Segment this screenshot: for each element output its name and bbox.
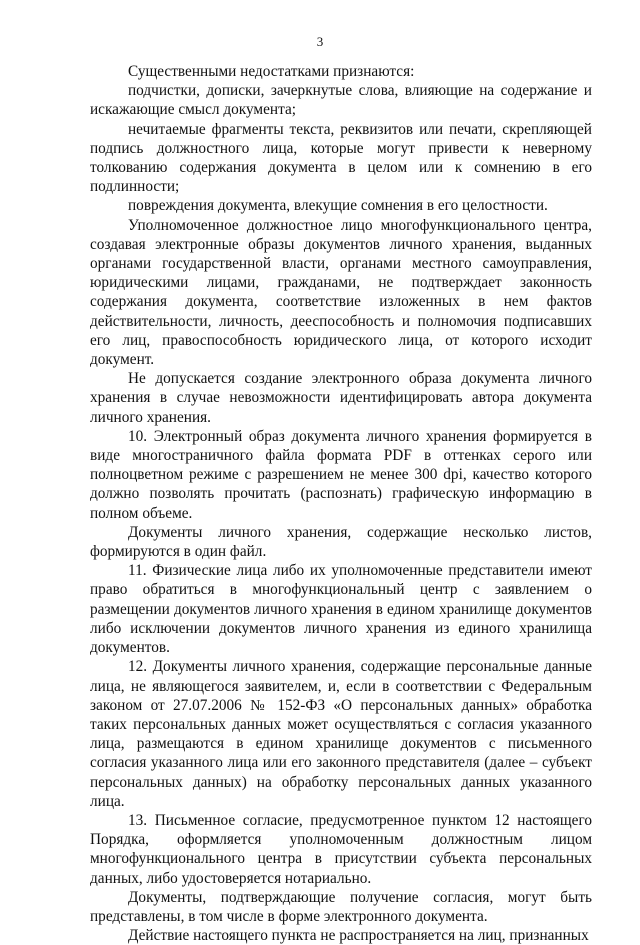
paragraph-consent-documents: Документы, подтверждающие получение согласия, могут быть представлены, в том числе в форме электронного документа.	[90, 888, 592, 925]
paragraph-item-12: 12. Документы личного хранения, содержащие персональные данные лица, не являющегося заявителем, и, если в соответствии с Федеральным законом от 27.07.2006 № 152-ФЗ «О персональных данных» обработка таких персональных данных может осуществляться с согласия указанного лица, размещаются в едином хранилище документов с письменного согласия указанного лица или его законного представителя (далее – субъект персональных данных) на обработку персональных данных указанного лица.	[90, 658, 592, 810]
paragraph-damage: повреждения документа, влекущие сомнения в его целостности.	[128, 197, 548, 215]
page-number: 3	[316, 34, 324, 49]
paragraph-erasures: подчистки, дописки, зачеркнутые слова, влияющие на содержание и искажающие смысл документа;	[90, 82, 592, 119]
paragraph-scope-exception: Действие настоящего пункта не распространяется на лиц, признанных	[128, 927, 589, 945]
paragraph-authorized-official: Уполномоченное должностное лицо многофункционального центра, создавая электронные образы документов личного хранения, выданных органами государственной власти, органами местного самоуправления, юридическими лицами, гражданами, не подтверждает законность содержания документа, соответствие изложенных в нем фактов действительности, личность, дееспособность и полномочия подписавших его лиц, правоспособность юридического лица, от которого исходит документ.	[90, 216, 592, 369]
document-body	[90, 62, 592, 945]
paragraph-deficiencies-intro: Существенными недостатками признаются:	[128, 63, 415, 80]
paragraph-multi-sheet: Документы личного хранения, содержащие несколько листов, формируются в один файл.	[90, 523, 592, 561]
paragraph-item-10: 10. Электронный образ документа личного хранения формируется в виде многостраничного файла формата PDF в оттенках серого или полноцветном режиме с разрешением не менее 300 dpi, качество которого должно позволять прочитать (распознать) графическую информацию в полном объеме.	[90, 427, 592, 522]
paragraph-no-author-identification: Не допускается создание электронного образа документа личного хранения в случае невозможности идентифицировать автора документа личного хранения.	[90, 370, 592, 426]
paragraph-item-11: 11. Физические лица либо их уполномоченные представители имеют право обратиться в многофункциональный центр с заявлением о размещении документов личного хранения в едином хранилище документов либо исключении документов личного хранения из единого хранилища документов.	[90, 562, 592, 657]
paragraph-illegible-fragments: нечитаемые фрагменты текста, реквизитов или печати, скрепляющей подпись должностного лица, которые могут привести к неверному толкованию содержания документа в целом или к сомнению в его подлинности;	[90, 120, 592, 196]
paragraph-item-13: 13. Письменное согласие, предусмотренное пунктом 12 настоящего Порядка, оформляется уполномоченным должностным лицом многофункционального центра в присутствии субъекта персональных данных, либо удостоверяется нотариально.	[90, 811, 592, 887]
